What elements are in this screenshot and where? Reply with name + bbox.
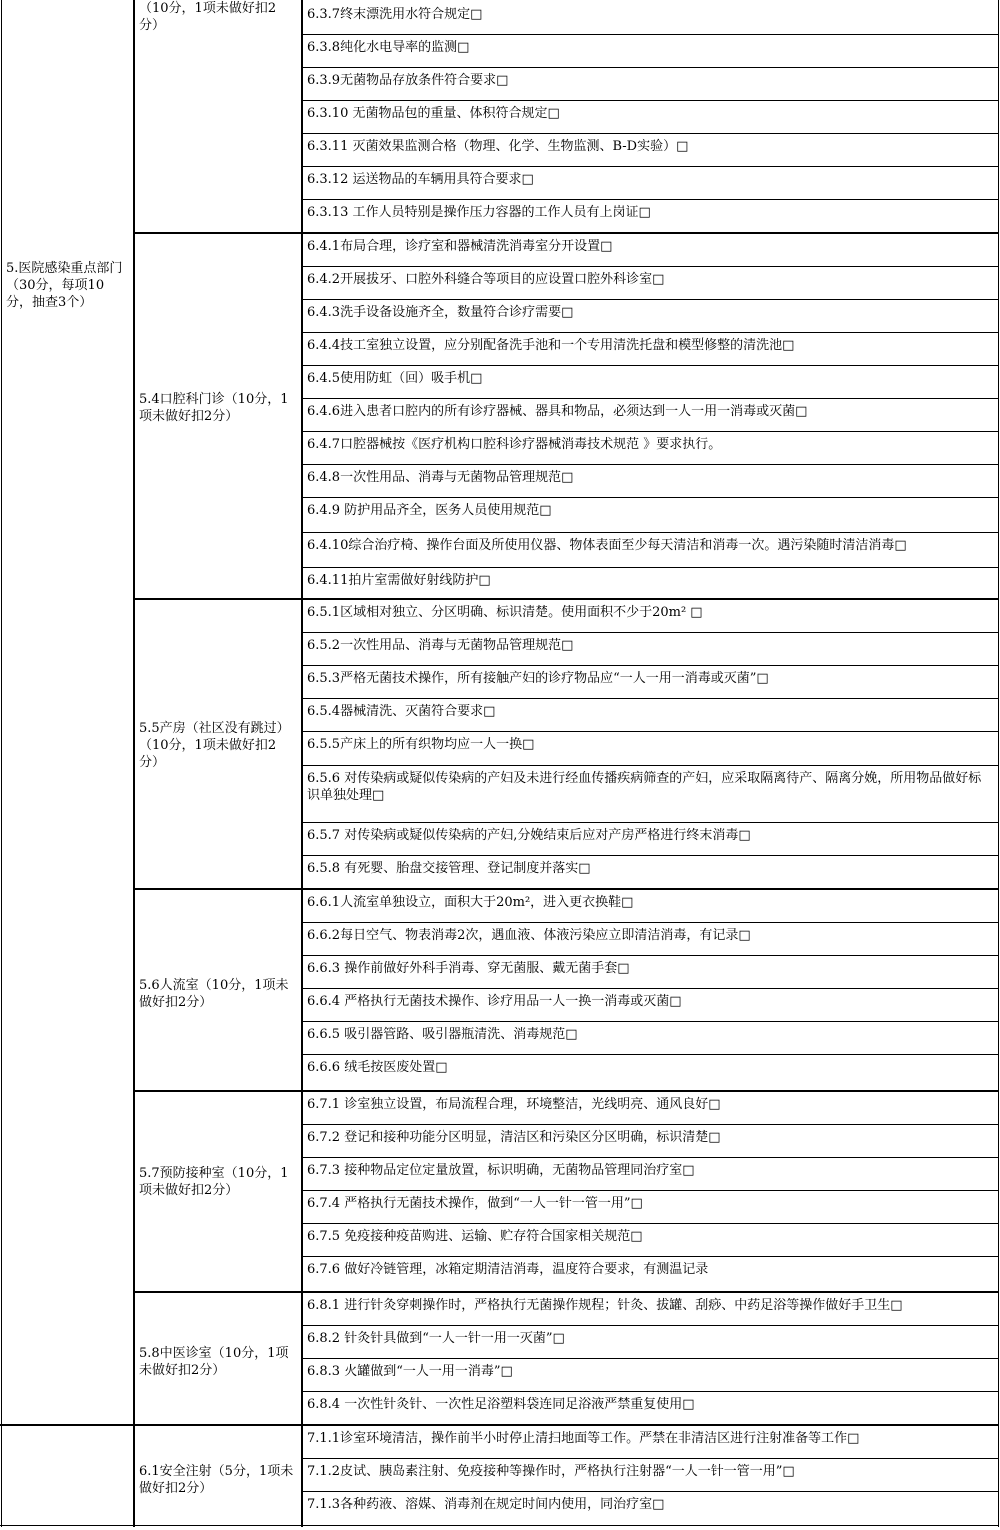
row-border (301, 398, 998, 399)
checklist-item: 6.7.2 登记和接种功能分区明显，清洁区和污染区分区明确，标识清楚□ (307, 1130, 721, 1145)
row-border (301, 431, 998, 432)
row-border (301, 34, 998, 35)
checklist-item: 6.4.5使用防虹（回）吸手机□ (307, 371, 483, 386)
group-label: 5.7预防接种室（10分，1项未做好扣2分） (139, 1166, 289, 1198)
row-border (301, 1124, 998, 1125)
group-label: 5.4口腔科门诊（10分，1项未做好扣2分） (139, 392, 289, 424)
checklist-item: 6.8.4 一次性针灸针、一次性足浴塑料袋连同足浴液严禁重复使用□ (307, 1397, 695, 1412)
checklist-item: 6.3.11 灭菌效果监测合格（物理、化学、生物监测、B-D实验）□ (307, 139, 689, 154)
checklist-item: 6.8.1 进行针灸穿刺操作时，严格执行无菌操作规程；针灸、拔罐、刮痧、中药足浴等操作做好手卫生□ (307, 1298, 903, 1313)
row-border (301, 1190, 998, 1191)
checklist-item: 7.1.1诊室环境清洁，操作前半小时停止清扫地面等工作。严禁在非清洁区进行注射准备等工作□ (307, 1431, 860, 1446)
row-border (301, 133, 998, 134)
checklist-item: 6.4.6进入患者口腔内的所有诊疗器械、器具和物品，必须达到一人一用一消毒或灭菌□ (307, 404, 808, 419)
checklist-item: 6.4.8一次性用品、消毒与无菌物品管理规范□ (307, 470, 574, 485)
row-border (301, 67, 998, 68)
row-border (301, 464, 998, 465)
checklist-item: 6.3.8纯化水电导率的监测□ (307, 40, 470, 55)
row-border (301, 532, 998, 533)
checklist-item: 6.4.1布局合理，诊疗室和器械清洗消毒室分开设置□ (307, 239, 613, 254)
checklist-item: 6.5.4器械清洗、灭菌符合要求□ (307, 704, 496, 719)
row-border (133, 888, 998, 890)
checklist-item: 6.5.7 对传染病或疑似传染病的产妇,分娩结束后应对产房严格进行终末消毒□ (307, 828, 751, 843)
checklist-item: 6.6.2每日空气、物表消毒2次，遇血液、体液污染应立即清洁消毒，有记录□ (307, 928, 751, 943)
checklist-item: 6.6.3 操作前做好外科手消毒、穿无菌服、戴无菌手套□ (307, 961, 630, 976)
group-label: 5.6人流室（10分，1项未做好扣2分） (139, 978, 289, 1010)
row-border (133, 232, 998, 234)
group-label: 6.1安全注射（5分，1项未做好扣2分） (139, 1464, 294, 1496)
column-border (1, 0, 2, 1527)
group-label: 5.5产房（社区没有跳过）（10分，1项未做好扣2分） (139, 721, 290, 770)
checklist-item: 7.1.2皮试、胰岛素注射、免疫接种等操作时，严格执行注射器“一人一针一管一用”□ (307, 1464, 795, 1479)
section-label: 5.医院感染重点部门（30分，每项10分，抽查3个） (6, 261, 123, 310)
checklist-item: 6.7.1 诊室独立设置，布局流程合理，环境整洁，光线明亮、通风良好□ (307, 1097, 721, 1112)
checklist-item: 6.5.6 对传染病或疑似传染病的产妇及未进行经血传播疾病筛查的产妇，应采取隔离待产、隔离分娩，所用物品做好标识单独处理□ (307, 771, 982, 803)
checklist-item: 6.5.1区域相对独立、分区明确、标识清楚。使用面积不少于20m² □ (307, 605, 703, 620)
row-border (301, 1157, 998, 1158)
checklist-item: 6.4.2开展拔牙、口腔外科缝合等项目的应设置口腔外科诊室□ (307, 272, 665, 287)
column-border (133, 0, 135, 1527)
row-border (301, 332, 998, 333)
checklist-item: 6.6.4 严格执行无菌技术操作、诊疗用品一人一换一消毒或灭菌□ (307, 994, 682, 1009)
row-border (301, 567, 998, 568)
row-border (301, 100, 998, 101)
column-border (301, 0, 303, 1527)
row-border (301, 1021, 998, 1022)
row-border (301, 855, 998, 856)
checklist-item: 6.6.1人流室单独设立，面积大于20m²，进入更衣换鞋□ (307, 895, 634, 910)
row-border (301, 1256, 998, 1257)
checklist-item: 6.3.10 无菌物品包的重量、体积符合规定□ (307, 106, 560, 121)
checklist-item: 6.6.5 吸引器管路、吸引器瓶清洗、消毒规范□ (307, 1027, 578, 1042)
checklist-item: 6.5.5产床上的所有织物均应一人一换□ (307, 737, 535, 752)
row-border (301, 731, 998, 732)
row-border (301, 955, 998, 956)
checklist-item: 6.7.6 做好冷链管理，冰箱定期清洁消毒，温度符合要求，有测温记录 (307, 1262, 709, 1277)
checklist-item: 6.4.11拍片室需做好射线防护□ (307, 573, 491, 588)
row-border (301, 497, 998, 498)
checklist-item: 6.3.9无菌物品存放条件符合要求□ (307, 73, 509, 88)
row-border (301, 765, 998, 766)
group-label: 5.8中医诊室（10分，1项未做好扣2分） (139, 1346, 289, 1378)
row-border (301, 1054, 998, 1055)
row-border (301, 632, 998, 633)
checklist-item: 6.7.5 免疫接种疫苗购进、运输、贮存符合国家相关规范□ (307, 1229, 643, 1244)
checklist-item: 6.4.10综合治疗椅、操作台面及所使用仪器、物体表面至少每天清洁和消毒一次。遇污染随时清洁消毒□ (307, 538, 907, 553)
checklist-item: 6.7.4 严格执行无菌技术操作，做到“一人一针一管一用”□ (307, 1196, 643, 1211)
row-border (301, 199, 998, 200)
row-border (301, 822, 998, 823)
row-border (301, 665, 998, 666)
row-border (301, 988, 998, 989)
column-border (998, 0, 999, 1527)
checklist-item: 7.1.3各种药液、溶媒、消毒剂在规定时间内使用，同治疗室□ (307, 1497, 665, 1512)
row-border (301, 1491, 998, 1492)
checklist-item: 6.8.2 针灸针具做到“一人一针一用一灭菌”□ (307, 1331, 565, 1346)
row-border (301, 1358, 998, 1359)
row-border (133, 1424, 998, 1426)
checklist-item: 6.4.7口腔器械按《医疗机构口腔科诊疗器械消毒技术规范 》要求执行。 (307, 437, 722, 452)
row-border (133, 1090, 998, 1092)
row-border (301, 365, 998, 366)
row-border (301, 1458, 998, 1459)
row-border (301, 698, 998, 699)
row-border (0, 1424, 133, 1426)
row-border (301, 922, 998, 923)
row-border (301, 1325, 998, 1326)
checklist-item: 6.3.12 运送物品的车辆用具符合要求□ (307, 172, 534, 187)
checklist-item: 6.7.3 接种物品定位定量放置，标识明确，无菌物品管理同治疗室□ (307, 1163, 695, 1178)
row-border (133, 598, 998, 600)
checklist-item: 6.3.7终末漂洗用水符合规定□ (307, 7, 483, 22)
checklist-item: 6.3.13 工作人员特别是操作压力容器的工作人员有上岗证□ (307, 205, 651, 220)
row-border (301, 166, 998, 167)
row-border (0, 1525, 998, 1526)
row-border (301, 266, 998, 267)
checklist-item: 6.4.4技工室独立设置，应分别配备洗手池和一个专用清洗托盘和模型修整的清洗池□ (307, 338, 795, 353)
checklist-item: 6.4.9 防护用品齐全，医务人员使用规范□ (307, 503, 552, 518)
row-border (301, 1391, 998, 1392)
row-border (133, 1291, 998, 1293)
checklist-item: 6.5.2一次性用品、消毒与无菌物品管理规范□ (307, 638, 574, 653)
row-border (301, 299, 998, 300)
checklist-item: 6.8.3 火罐做到“一人一用一消毒”□ (307, 1364, 513, 1379)
checklist-item: 6.6.6 绒毛按医废处置□ (307, 1060, 448, 1075)
checklist-item: 6.4.3洗手设备设施齐全，数量符合诊疗需要□ (307, 305, 574, 320)
checklist-item: 6.5.3严格无菌技术操作，所有接触产妇的诊疗物品应“一人一用一消毒或灭菌”□ (307, 671, 769, 686)
checklist-item: 6.5.8 有死婴、胎盘交接管理、登记制度并落实□ (307, 861, 591, 876)
row-border (301, 1223, 998, 1224)
group-label: （10分，1项未做好扣2分） (139, 1, 277, 33)
